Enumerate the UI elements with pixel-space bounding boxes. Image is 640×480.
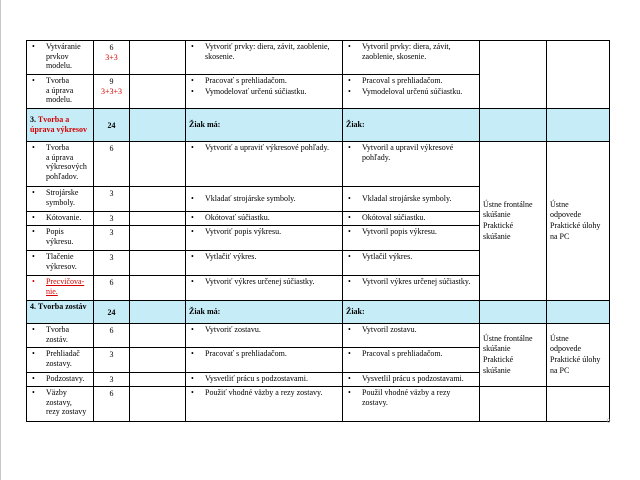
goal-cell: • Vytlačiť výkres. [186, 251, 343, 276]
methods-cell [480, 41, 547, 109]
table-row [27, 41, 610, 75]
empty-cell [547, 387, 610, 422]
section-title: 3. Tvorba a úprava výkresov [27, 109, 94, 142]
empty-cell [130, 187, 186, 212]
topic-cell: • Tvorba a úprava modelu. [27, 75, 94, 109]
hours-cell: 3 [94, 212, 130, 226]
empty-cell [130, 212, 186, 226]
outcomes-header: Žiak: [343, 301, 480, 324]
evaluation-cell [547, 41, 610, 109]
topic-cell: • Väzby zostavy, rezy zostavy [27, 387, 94, 422]
outcome-cell: • Okótoval súčiastku. [343, 212, 480, 226]
goal-cell: • Vytvoriť popis výkresu. [186, 226, 343, 251]
goal-cell: • Vysvetliť prácu s podzostavami. [186, 373, 343, 387]
goal-cell: • Vkladať strojárske symboly. [186, 187, 343, 212]
empty-cell [480, 301, 547, 324]
goal-cell: • Pracovať s prehliadačom. [186, 348, 343, 373]
empty-cell [130, 276, 186, 301]
goals-header: Žiak má: [186, 301, 343, 324]
empty-cell [480, 109, 547, 142]
outcome-cell: • Vysvetlil prácu s podzostavami. [343, 373, 480, 387]
outcomes-header: Žiak: [343, 109, 480, 142]
outcome-cell: • Pracoval s prehliadačom. • Vymodeloval určenú súčiastku. [343, 75, 480, 109]
hours-cell: 3 [94, 187, 130, 212]
goal-cell: • Vytvoriť a upraviť výkresové pohľady. [186, 142, 343, 187]
outcome-cell: • Vkladal strojárske symboly. [343, 187, 480, 212]
curriculum-table [26, 40, 610, 422]
outcome-cell: • Vytvoril a upravil výkresové pohľady. [343, 142, 480, 187]
hours-cell: 3 [94, 226, 130, 251]
empty-cell [130, 251, 186, 276]
outcome-cell: • Vytvoril zostavu. [343, 324, 480, 348]
goal-cell: • Použiť vhodné väzby a rezy zostavy. [186, 387, 343, 422]
hours-cell: 6 [94, 142, 130, 187]
goal-cell: • Vytvoriť prvky: diera, závit, zaoblenie, skosenie. [186, 41, 343, 75]
goal-cell: • Vytvoriť zostavu. [186, 324, 343, 348]
empty-cell [130, 373, 186, 387]
goal-cell: • Vytvoriť výkres určenej súčiastky. [186, 276, 343, 301]
methods-cell: Ústne frontálne skúšanie Praktické skúšanie [480, 142, 547, 301]
hours-cell: 3 [94, 251, 130, 276]
hours-cell: 6 3+3 [94, 41, 130, 75]
empty-cell [130, 109, 186, 142]
section-header-row [27, 301, 610, 324]
topic-cell: • Strojárske symboly. [27, 187, 94, 212]
empty-cell [547, 301, 610, 324]
outcome-cell: • Použil vhodné väzby a rezy zostavy. [343, 387, 480, 422]
empty-cell [130, 226, 186, 251]
evaluation-cell: Ústne odpovede Praktické úlohy na PC [547, 142, 610, 301]
section-header-row [27, 109, 610, 142]
outcome-cell: • Vytlačil výkres. [343, 251, 480, 276]
empty-cell [130, 387, 186, 422]
hours-cell: 6 [94, 387, 130, 422]
empty-cell [547, 109, 610, 142]
empty-cell [130, 301, 186, 324]
section-title: 4. Tvorba zostáv [27, 301, 94, 324]
topic-cell: • Kótovanie. [27, 212, 94, 226]
topic-cell: • Tvorba a úprava výkresových pohľadov. [27, 142, 94, 187]
page-corner-mark: 0 [607, 419, 611, 425]
empty-cell [130, 348, 186, 373]
table-row [27, 387, 610, 422]
goal-cell: • Okótovať súčiastku. [186, 212, 343, 226]
hours-cell: 9 3+3+3 [94, 75, 130, 109]
hours-cell: 3 [94, 373, 130, 387]
empty-cell [130, 75, 186, 109]
topic-cell [27, 276, 94, 301]
topic-cell: • Tlačenie výkresov. [27, 251, 94, 276]
goal-cell: • Pracovať s prehliadačom. • Vymodelovať určenú súčiastku. [186, 75, 343, 109]
hours-cell: 6 [94, 276, 130, 301]
empty-cell [480, 387, 547, 422]
outcome-cell: • Pracoval s prehliadačom. [343, 348, 480, 373]
empty-cell [130, 324, 186, 348]
outcome-cell: • Vytvoril popis výkresu. [343, 226, 480, 251]
methods-cell: Ústne frontálne skúšanie Praktické skúšanie [480, 324, 547, 387]
section-hours: 24 [94, 109, 130, 142]
table-row [27, 142, 610, 187]
table-row [27, 324, 610, 348]
outcome-cell: • Vytvoril prvky: diera, závit, zaoblenie, skosenie. [343, 41, 480, 75]
section-hours: 24 [94, 301, 130, 324]
empty-cell [130, 41, 186, 75]
outcome-cell: • Vytvoril výkres určenej súčiastky. [343, 276, 480, 301]
practice-link[interactable]: • Precvičova- nie. [42, 277, 90, 297]
goals-header: Žiak má: [186, 109, 343, 142]
hours-cell: 3 [94, 348, 130, 373]
topic-cell: • Prehliadač zostavy. [27, 348, 94, 373]
topic-cell: • Vytváranie prvkov modelu. [27, 41, 94, 75]
empty-cell [130, 142, 186, 187]
topic-cell: • Tvorba zostáv. [27, 324, 94, 348]
topic-cell: • Popis výkresu. [27, 226, 94, 251]
topic-cell: • Podzostavy. [27, 373, 94, 387]
hours-cell: 6 [94, 324, 130, 348]
evaluation-cell: Ústne odpovede Praktické úlohy na PC [547, 324, 610, 387]
